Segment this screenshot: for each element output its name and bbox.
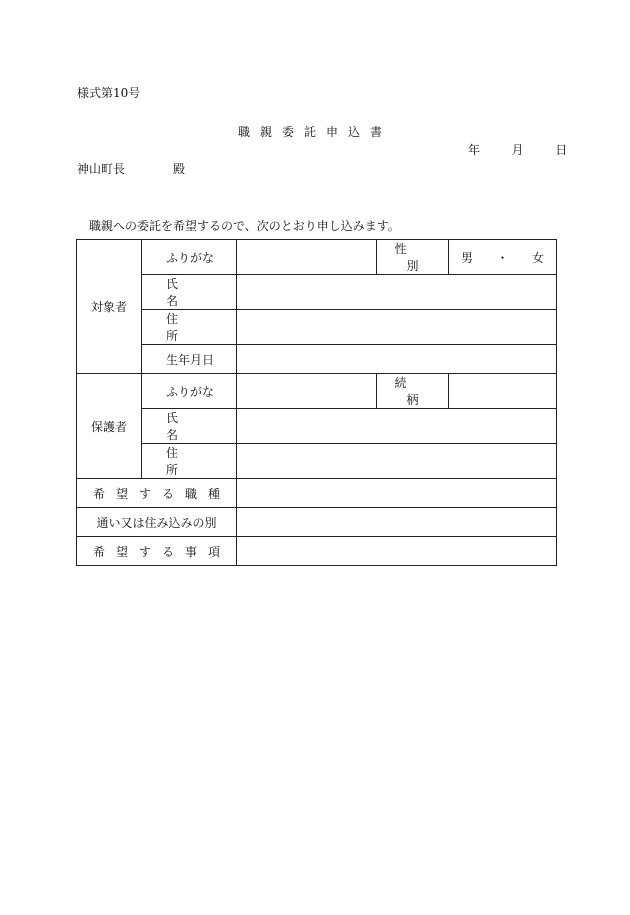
date-month-label: 月 — [511, 143, 524, 157]
sex-choice-cell[interactable] — [449, 240, 557, 275]
guardian-name-field[interactable] — [237, 409, 557, 444]
subject-name-label-cell — [142, 275, 237, 310]
desired-job-label: 希望する職種 — [92, 486, 231, 501]
guardian-furigana-label: ふりがな — [142, 374, 237, 409]
table-row — [77, 479, 557, 508]
addressee-line — [77, 160, 185, 177]
date-year-label: 年 — [468, 143, 481, 157]
table-row — [77, 409, 557, 444]
sex-female-option[interactable]: 女 — [531, 250, 544, 265]
subject-name-label: 氏名 — [166, 277, 203, 308]
addressee: 神山町長 — [77, 162, 126, 176]
guardian-address-label-cell — [142, 444, 237, 479]
subject-furigana-field[interactable] — [237, 240, 377, 275]
subject-group-label: 対象者 — [77, 240, 142, 374]
table-row — [77, 240, 557, 275]
subject-address-label: 住所 — [166, 312, 203, 343]
guardian-furigana-field[interactable] — [237, 374, 377, 409]
guardian-address-field[interactable] — [237, 444, 557, 479]
guardian-name-label-cell — [142, 409, 237, 444]
form-number: 様式第10号 — [77, 86, 141, 100]
table-row — [77, 345, 557, 374]
subject-address-label-cell — [142, 310, 237, 345]
commute-type-field[interactable] — [237, 508, 557, 537]
table-row — [77, 508, 557, 537]
desired-job-label-cell — [77, 479, 237, 508]
table-row — [77, 374, 557, 409]
sex-male-option[interactable]: 男 — [461, 250, 474, 265]
table-row — [77, 444, 557, 479]
guardian-name-label: 氏名 — [166, 411, 203, 442]
subject-address-field[interactable] — [237, 310, 557, 345]
relation-label: 続柄 — [394, 376, 443, 407]
date-day-label: 日 — [555, 143, 568, 157]
intro-text: 職親への委託を希望するので、次のとおり申し込みます。 — [89, 219, 400, 233]
desired-matters-field[interactable] — [237, 537, 557, 566]
relation-field[interactable] — [449, 374, 557, 409]
guardian-group-label: 保護者 — [77, 374, 142, 479]
application-table — [76, 239, 557, 566]
date-line — [468, 141, 567, 158]
honorific: 殿 — [173, 162, 186, 176]
subject-name-field[interactable] — [237, 275, 557, 310]
subject-birthdate-field[interactable] — [237, 345, 557, 374]
table-row — [77, 275, 557, 310]
subject-furigana-label: ふりがな — [142, 240, 237, 275]
sex-separator: ・ — [496, 250, 509, 265]
document-title: 職親委託申込書 — [237, 125, 392, 139]
table-row — [77, 537, 557, 566]
relation-label-cell — [377, 374, 449, 409]
desired-job-field[interactable] — [237, 479, 557, 508]
table-row — [77, 310, 557, 345]
desired-matters-label-cell — [77, 537, 237, 566]
desired-matters-label: 希望する事項 — [92, 544, 231, 559]
subject-birthdate-label: 生年月日 — [142, 345, 237, 374]
sex-label: 性別 — [394, 242, 443, 273]
sex-label-cell — [377, 240, 449, 275]
commute-type-label: 通い又は住み込みの別 — [77, 508, 237, 537]
guardian-address-label: 住所 — [166, 446, 203, 477]
